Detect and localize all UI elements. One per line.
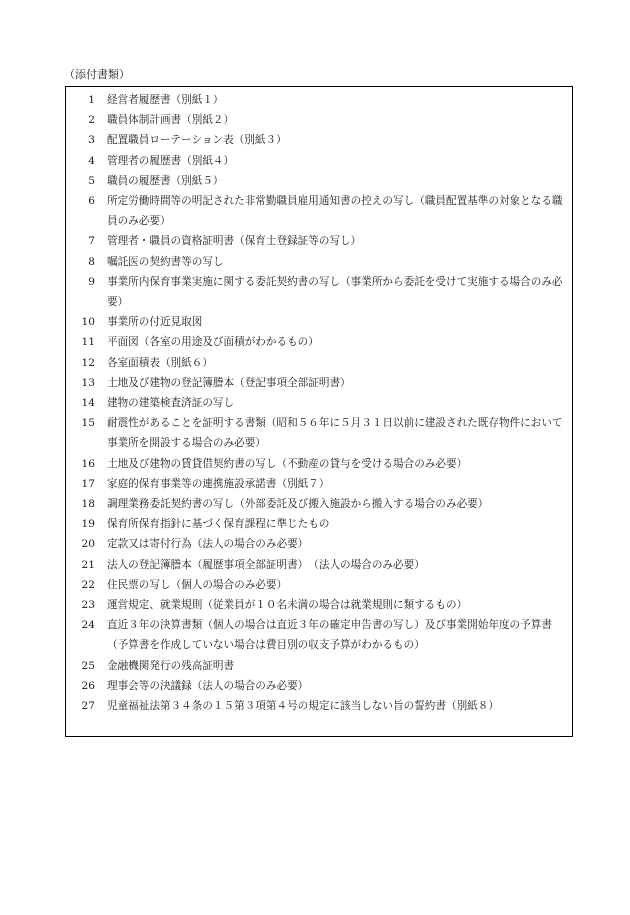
list-item-number: 11 xyxy=(81,336,95,349)
list-item xyxy=(66,676,572,696)
list-item-text: 建物の建築検査済証の写し xyxy=(107,397,235,410)
list-item xyxy=(66,171,572,191)
list-item-number: 14 xyxy=(81,397,95,410)
list-item xyxy=(66,272,572,312)
list-item xyxy=(66,393,572,413)
list-item-text: 住民票の写し（個人の場合のみ必要） xyxy=(107,578,288,591)
list-item-number: 1 xyxy=(88,94,95,106)
list-item xyxy=(66,595,572,615)
list-item xyxy=(66,332,572,352)
list-item-text: 各室面積表（別紙６） xyxy=(107,356,213,369)
list-item-number: 20 xyxy=(81,538,95,551)
list-item-text: 家庭的保育事業等の連携施設承諾書（別紙７） xyxy=(107,477,330,490)
list-item-text: 経営者履歴書（別紙１） xyxy=(107,94,224,106)
list-item xyxy=(66,312,572,332)
list-item-text: 土地及び建物の賃貸借契約書の写し（不動産の貸与を受ける場合のみ必要） xyxy=(107,457,468,470)
list-item-number: 15 xyxy=(81,417,95,430)
list-item-text: 運営規定、就業規則（従業員が１０名未満の場合は就業規則に類するもの） xyxy=(107,599,468,612)
list-item xyxy=(66,252,572,272)
list-item-text: 保育所保育指針に基づく保育課程に準じたもの xyxy=(107,518,330,531)
list-item-text: 調理業務委託契約書の写し（外部委託及び搬入施設から搬入する場合のみ必要） xyxy=(107,498,489,511)
list-item-number: 22 xyxy=(81,578,95,591)
list-item-number: 16 xyxy=(81,457,95,470)
list-item xyxy=(66,555,572,575)
list-item-text: 直近３年の決算書類（個人の場合は直近３年の確定申告書の写し）及び事業開始年度の予算書（予算書を作成していない場合は費目別の収支予算がわかるもの） xyxy=(107,619,552,652)
list-item-text: 耐震性があることを証明する書類（昭和５６年に５月３１日以前に建設された既存物件において事業所を開設する場合のみ必要） xyxy=(107,417,563,450)
list-item xyxy=(66,130,572,150)
list-item-text: 定款又は寄付行為（法人の場合のみ必要） xyxy=(107,538,309,551)
list-item xyxy=(66,413,572,453)
list-item-number: 23 xyxy=(81,599,95,612)
list-item-number: 9 xyxy=(88,275,95,288)
list-item-number: 7 xyxy=(88,235,95,248)
list-item-number: 6 xyxy=(88,195,95,208)
list-item xyxy=(66,373,572,393)
list-item xyxy=(66,231,572,251)
list-item-number: 2 xyxy=(88,114,95,127)
list-item-number: 17 xyxy=(81,477,95,490)
list-item xyxy=(66,191,572,231)
list-item-number: 13 xyxy=(81,376,95,389)
list-item-text: 理事会等の決議録（法人の場合のみ必要） xyxy=(107,679,309,692)
list-item-text: 職員の履歴書（別紙５） xyxy=(107,174,224,187)
list-item-text: 嘱託医の契約書等の写し xyxy=(107,255,224,268)
list-item-number: 21 xyxy=(81,558,95,571)
list-item-text: 事業所内保育事業実施に関する委託契約書の写し（事業所から委託を受けて実施する場合のみ必要） xyxy=(107,275,563,309)
list-item xyxy=(66,90,572,110)
list-item-text: 職員体制計画書（別紙２） xyxy=(107,114,235,127)
list-item-number: 8 xyxy=(88,255,95,268)
list-item-text: 所定労働時間等の明記された非常勤職員雇用通知書の控えの写し（職員配置基準の対象となる職員のみ必要） xyxy=(107,195,563,228)
attachments-list xyxy=(66,87,572,716)
list-item xyxy=(66,454,572,474)
list-item xyxy=(66,656,572,676)
list-item-text: 平面図（各室の用途及び面積がわかるもの） xyxy=(107,336,319,349)
list-item-number: 25 xyxy=(81,659,95,672)
list-item-number: 10 xyxy=(81,316,95,329)
list-item xyxy=(66,151,572,171)
list-item-number: 27 xyxy=(81,700,95,713)
list-item-text: 配置職員ローテーション表（別紙３） xyxy=(107,134,287,147)
list-item-text: 事業所の付近見取図 xyxy=(107,316,203,329)
list-item-text: 土地及び建物の登記簿謄本（登記事項全部証明書） xyxy=(107,376,351,389)
attachments-list-box xyxy=(65,86,573,737)
list-item-number: 4 xyxy=(88,154,95,167)
list-item-text: 管理者・職員の資格証明書（保育士登録証等の写し） xyxy=(107,235,362,248)
list-item xyxy=(66,534,572,554)
list-item xyxy=(66,353,572,373)
list-item xyxy=(66,494,572,514)
list-item xyxy=(66,514,572,534)
list-item xyxy=(66,110,572,130)
list-item-number: 18 xyxy=(81,498,95,511)
list-item xyxy=(66,615,572,655)
list-item-text: 児童福祉法第３４条の１５第３項第４号の規定に該当しない旨の誓約書（別紙８） xyxy=(107,700,499,713)
list-item xyxy=(66,575,572,595)
list-item-number: 3 xyxy=(88,134,95,147)
list-item xyxy=(66,474,572,494)
list-item-text: 金融機関発行の残高証明書 xyxy=(107,659,235,672)
list-item-number: 26 xyxy=(81,679,95,692)
list-item-number: 12 xyxy=(81,356,95,369)
list-item-number: 24 xyxy=(81,619,95,632)
attachments-heading: （添付書類） xyxy=(64,68,130,81)
list-item-number: 19 xyxy=(81,518,95,531)
list-item-text: 法人の登記簿謄本（履歴事項全部証明書） （法人の場合のみ必要） xyxy=(107,558,425,571)
list-item xyxy=(66,696,572,716)
list-item-text: 管理者の履歴書（別紙４） xyxy=(107,154,235,167)
list-item-number: 5 xyxy=(88,174,95,187)
